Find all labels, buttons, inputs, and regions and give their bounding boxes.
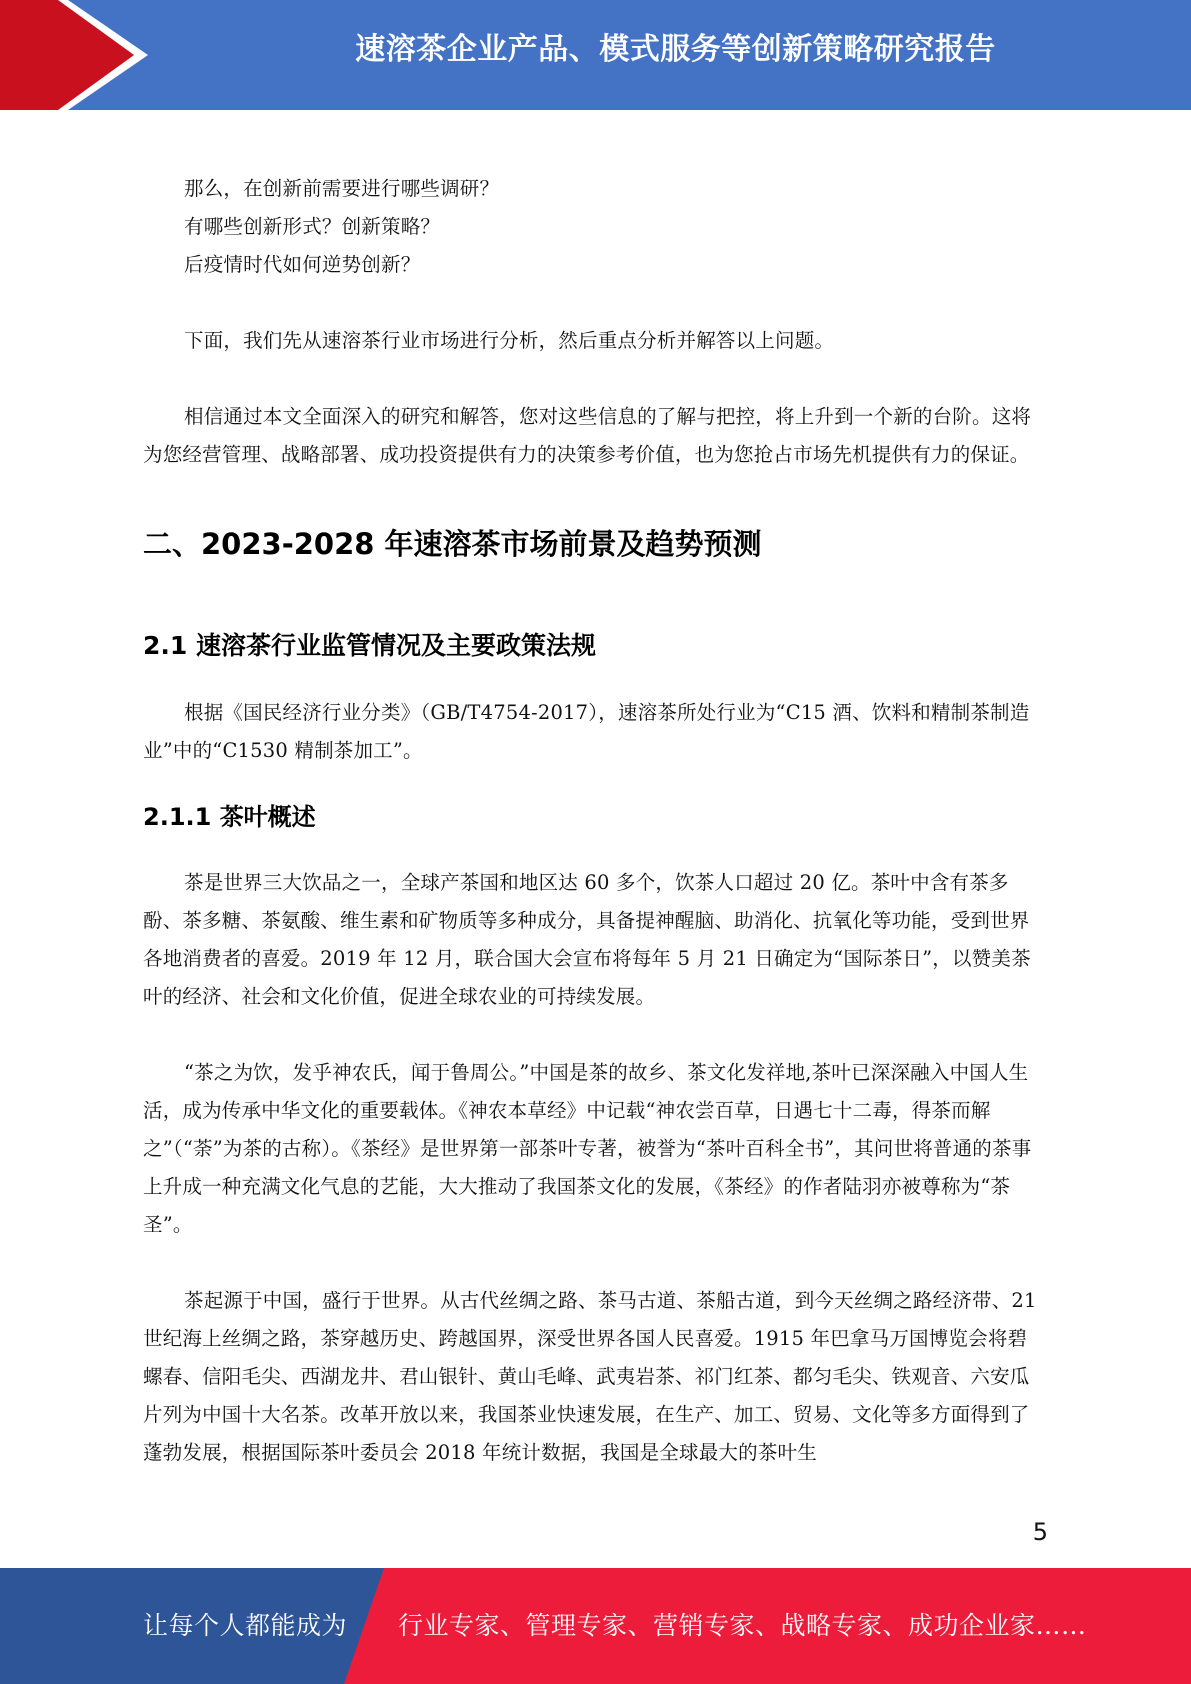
value-paragraph: 相信通过本文全面深入的研究和解答，您对这些信息的了解与把控，将上升到一个新的台阶。这将为您经营管理、战略部署、成功投资提供有力的决策参考价值，也为您抢占市场先机提供有力的保证。 [143,405,1032,466]
subsection-heading: 2.1 速溶茶行业监管情况及主要政策法规 [143,631,596,660]
page-number: 5 [1032,1518,1048,1546]
question-1: 那么，在创新前需要进行哪些调研？ [184,177,500,200]
report-title: 速溶茶企业产品、模式服务等创新策略研究报告 [355,32,996,67]
question-3: 后疫情时代如何逆势创新？ [184,253,421,276]
question-2: 有哪些创新形式？创新策略？ [184,215,441,238]
header-chevron-decoration [0,0,160,110]
footer-banner [0,1568,1191,1684]
classification-paragraph: 根据《国民经济行业分类》（GB/T4754-2017），速溶茶所处行业为“C15 酒、饮料和精制茶制造业”中的“C1530 精制茶加工”。 [143,701,1030,762]
tea-overview-paragraph-1: 茶是世界三大饮品之一，全球产茶国和地区达 60 多个，饮茶人口超过 20 亿。茶叶中含有茶多酚、茶多糖、茶氨酸、维生素和矿物质等多种成分，具备提神醒脑、助消化、抗氧化等功能，受到世界各地消费者的喜爱。2019 年 12 月，联合国大会宣布将每年 5 月 21 日确定为“国际茶日”，以赞美茶叶的经济、社会和文化价值，促进全球农业的可持续发展。 [143,871,1031,1008]
tea-overview-paragraph-3: 茶起源于中国，盛行于世界。从古代丝绸之路、茶马古道、茶船古道，到今天丝绸之路经济带、21 世纪海上丝绸之路，茶穿越历史、跨越国界，深受世界各国人民喜爱。1915 年巴拿马万国博览会将碧螺春、信阳毛尖、西湖龙井、君山银针、黄山毛峰、武夷岩茶、祁门红茶、都匀毛尖、铁观音、六安瓜片列为中国十大名茶。改革开放以来，我国茶业快速发展，在生产、加工、贸易、文化等多方面得到了蓬勃发展，根据国际茶叶委员会 2018 年统计数据，我国是全球最大的茶叶生 [143,1289,1037,1464]
subsubsection-heading: 2.1.1 茶叶概述 [143,803,316,831]
header-banner [0,0,1191,110]
tea-overview-paragraph-2: “茶之为饮，发乎神农氏，闻于鲁周公。”中国是茶的故乡、茶文化发祥地,茶叶已深深融入中国人生活，成为传承中华文化的重要载体。《神农本草经》中记载“神农尝百草，日遇七十二毒，得茶而解之”（“荼”为茶的古称）。《茶经》是世界第一部茶叶专著，被誉为“茶叶百科全书”，其问世将普通的茶事上升成一种充满文化气息的艺能，大大推动了我国茶文化的发展，《茶经》的作者陆羽亦被尊称为“茶圣”。 [143,1061,1032,1236]
document-body [143,170,1045,1472]
footer-slogan-left: 让每个人都能成为 [143,1611,348,1640]
section-heading: 二、2023-2028 年速溶茶市场前景及趋势预测 [143,527,762,561]
footer-slogan-right: 行业专家、管理专家、营销专家、战略专家、成功企业家…… [398,1611,1087,1640]
intro-paragraph: 下面，我们先从速溶茶行业市场进行分析，然后重点分析并解答以上问题。 [184,329,835,352]
